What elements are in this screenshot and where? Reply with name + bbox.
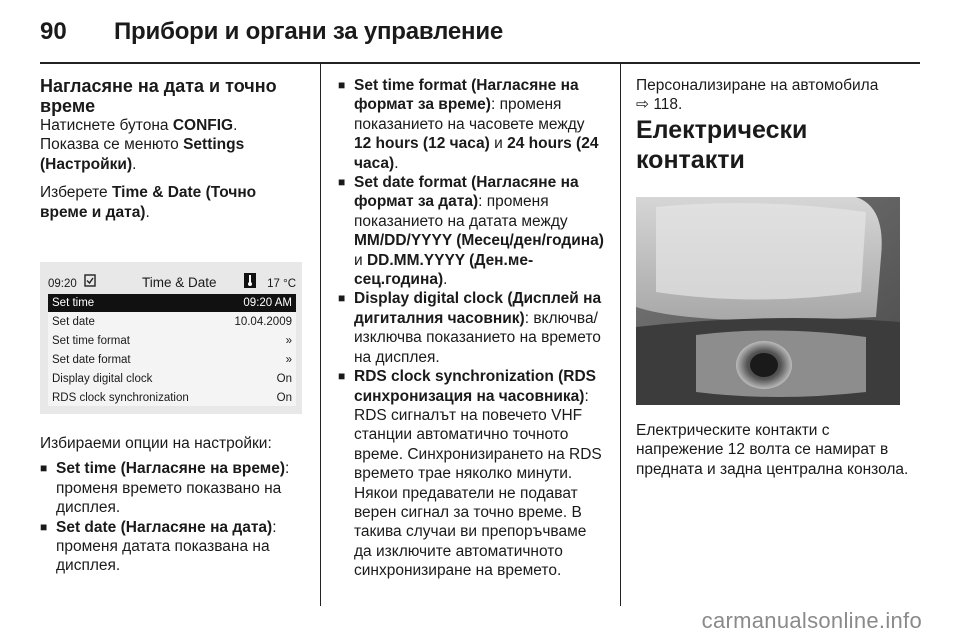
figure-caption: Електрическите контакти с напрежение 12 волта се намират в предната и задна централна конзола. — [636, 421, 909, 478]
paragraph: Показва се менюто Settings (Настройки). — [40, 136, 245, 173]
page-title: Прибори и органи за управление — [114, 18, 504, 45]
display-screenshot — [40, 262, 302, 414]
paragraph: Натиснете бутона CONFIG. — [40, 117, 238, 134]
page-number: 90 — [40, 18, 67, 45]
list-item: ■ Set time (Нагласяне на време): променя времето показвано на дисплея. — [40, 459, 306, 517]
paragraph: Избираеми опции на настройки: — [40, 435, 272, 453]
list-item[interactable]: Display digital clock On — [52, 373, 292, 386]
list-item[interactable]: Set date 10.04.2009 — [52, 316, 292, 329]
screen-temperature: 17 °C — [267, 278, 296, 291]
list-item: ■ RDS clock synchronization (RDS синхронизация на часовника): RDS сигналът на повечето VHF станции автоматично точното време. Синхронизирането на RDS времето трае няколко минути. Някои предаватели не подават верен сигнал за точно време. В такива случаи ви препоръчваме да изключите автоматичното синхронизиране на времето. — [338, 367, 604, 580]
column-1 — [40, 76, 306, 576]
column-2 — [338, 76, 604, 581]
list-item: ■ Set time format (Нагласяне на формат за време): променя показанието на часовете между 12 hours (12 часа) и 24 hours (24 часа). — [338, 76, 604, 173]
column-divider — [620, 64, 621, 606]
arrow-reference-icon: ⇨ — [636, 96, 649, 114]
section-heading: Електрически контакти — [636, 115, 808, 174]
list-item: ■ Display digital clock (Дисплей на дигиталния часовник): включва/изключва показанието на времето на дисплея. — [338, 289, 604, 367]
column-3 — [636, 76, 920, 479]
page-header — [40, 14, 503, 50]
list-item[interactable]: Set time 09:20 AM — [48, 294, 296, 312]
paragraph: Изберете Time & Date (Точно време и дата). — [40, 184, 257, 221]
thermometer-icon — [244, 273, 256, 295]
screen-title: Time & Date — [142, 275, 217, 291]
clock-check-icon — [84, 274, 96, 294]
column-divider — [320, 64, 321, 606]
list-item[interactable]: Set time format » — [52, 335, 292, 348]
screen-status-bar — [48, 272, 296, 292]
watermark: carmanualsonline.info — [701, 608, 922, 633]
header-rule — [40, 62, 920, 64]
power-outlet-photo — [636, 197, 900, 405]
list-item[interactable]: RDS clock synchronization On — [52, 392, 292, 405]
settings-list — [48, 294, 296, 406]
section-heading: Нагласяне на дата и точно време — [40, 76, 277, 116]
list-item: ■ Set date (Нагласяне на дата): променя датата показвана на дисплея. — [40, 518, 306, 576]
cross-reference: Персонализиране на автомобила ⇨ 118. — [636, 77, 879, 114]
list-item[interactable]: Set date format » — [52, 354, 292, 367]
screen-time: 09:20 — [48, 278, 77, 291]
list-item: ■ Set date format (Нагласяне на формат за дата): променя показанието на датата между MM/DD/YYYY (Месец/ден/година) и DD.MM.YYYY (Ден.ме-сец.година). — [338, 173, 604, 289]
